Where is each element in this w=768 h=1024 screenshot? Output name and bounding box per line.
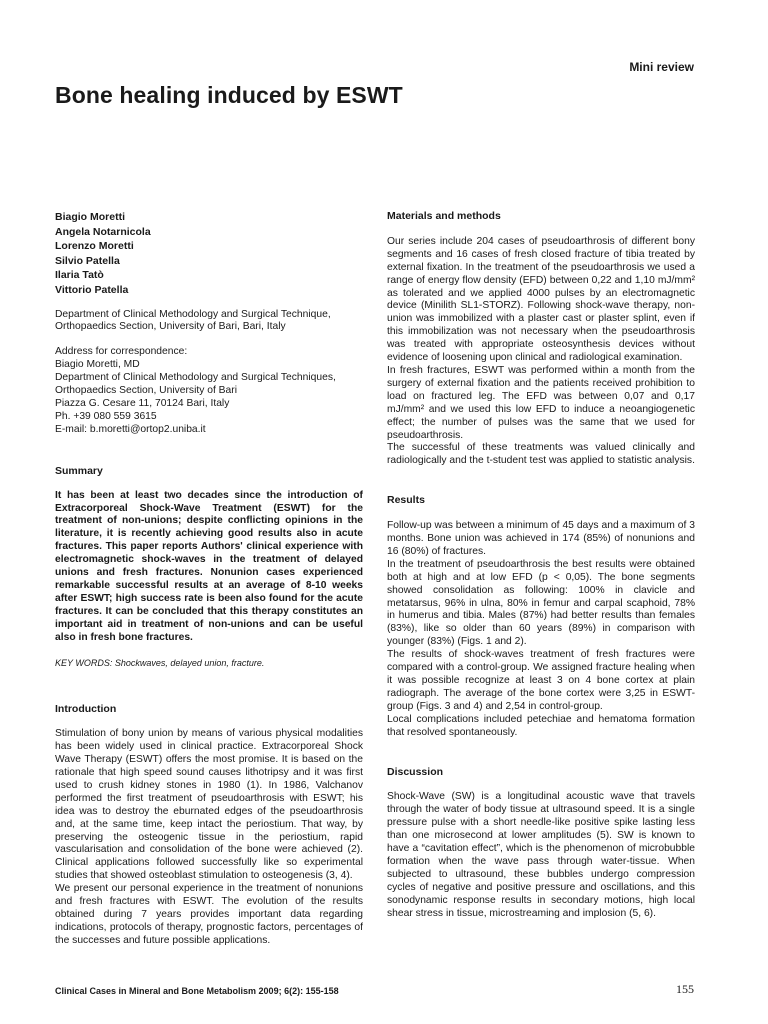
right-column <box>387 210 695 921</box>
journal-citation: Clinical Cases in Mineral and Bone Metabolism 2009; 6(2): 155-158 <box>55 986 339 996</box>
results-heading: Results <box>387 494 425 507</box>
discussion-heading: Discussion <box>387 765 444 778</box>
address-line: Orthopaedics Section, University of Bari <box>55 385 237 397</box>
author-name: Silvio Patella <box>55 254 120 267</box>
address-line: Biagio Moretti, MD <box>55 359 140 371</box>
introduction-heading: Introduction <box>55 703 117 716</box>
methods-paragraph: In fresh fractures, ESWT was performed within a month from the surgery of external fixation and the patients received prohibition to load on fractured leg. The EFD was between 0,07 and 0,17 mJ/mm² and we used this low EFD to induce a neoangiogenetic effect; the number of pulses was the same that we used for pseudoarthrosis. <box>387 364 695 441</box>
summary-heading: Summary <box>55 464 103 477</box>
author-name: Angela Notarnicola <box>55 225 151 238</box>
address-line: Piazza G. Cesare 11, 70124 Bari, Italy <box>55 398 230 409</box>
address-line: Ph. +39 080 559 3615 <box>55 410 157 422</box>
discussion-paragraph: Shock-Wave (SW) is a longitudinal acoustic wave that travels through the water of body tissue at ultrasound speed. It is a single pressure pulse with a short needle-like positive spike lasting less than one microsecond at lower amplitudes (5). SW is known to have a “cavitation effect”, which is the phenomenon of microbubble formation when the wave pass through water-tissue. When subjected to ultrasound, these bubbles undergo compression cycles of negative and positive pressure and oscillations, and this sonodynamic response results in secondary motions, high local shear stress in tissue, microstreaming and implosion (5, 6). <box>387 791 695 919</box>
author-name: Ilaria Tatò <box>55 269 104 282</box>
address-line: Department of Clinical Methodology and Surgical Techniques, <box>55 372 336 384</box>
address-line: Address for correspondence: <box>55 346 188 358</box>
author-list <box>55 210 363 298</box>
page-number: 155 <box>676 982 694 996</box>
email-line: E-mail: b.moretti@ortop2.uniba.it <box>55 423 206 435</box>
article-title: Bone healing induced by ESWT <box>55 82 403 108</box>
author-name: Vittorio Patella <box>55 283 129 296</box>
author-name: Biagio Moretti <box>55 211 125 223</box>
keywords: KEY WORDS: Shockwaves, delayed union, fracture. <box>55 657 265 668</box>
introduction-paragraph: We present our personal experience in the treatment of nonunions and fresh fractures with ESWT. The evolution of the results obtained during 7 years provides important data regarding indications, protocols of therapy, prognostic factors, percentages of the successes and future possible applications. <box>55 883 363 946</box>
correspondence-address <box>55 346 363 436</box>
left-column <box>55 210 363 948</box>
introduction-paragraph: Stimulation of bony union by means of various physical modalities has been widely used in clinical practice. Extracorporeal Shock Wave Therapy (ESWT) offers the most promise. It is based on the rationale that high speed sound causes lithotripsy and it was first used to crush kidney stones in 1980 (1). In 1986, Valchanov performed the first treatment of pseudoarthrosis with ESWT; his idea was to destroy the eburnated edges of the pseudoarthrosis and, at the same time, keep intact the periostium. That way, by preserving the osteogenic tissue in the periostium, rapid vascularisation and consolidation of the bone were achieved (2). Clinical applications followed successfully like so experimental studies that showed osteoblast stimulation to osteogenesis (3, 4). <box>55 728 363 882</box>
results-paragraph: In the treatment of pseudoarthrosis the best results were obtained both at high and at low EFD (p < 0,05). The bone segments showed consolidation as following: 100% in clavicle and metatarsus, 96% in ulna, 80% in femur and carpal scaphoid, 78% in humerus and tibia. Males (87%) had better results than females (83%), like so older than 60 years (89%) in comparison with younger (83%) (Figs. 1 and 2). <box>387 558 695 648</box>
results-paragraph: Follow-up was between a minimum of 45 days and a maximum of 3 months. Bone union was achieved in 174 (85%) of nonunions and 16 (80%) of fractures. <box>387 520 695 557</box>
methods-heading: Materials and methods <box>387 210 501 222</box>
section-label: Mini review <box>629 60 694 74</box>
results-paragraph: Local complications included petechiae and hematoma formation that resolved spontaneously. <box>387 713 695 738</box>
summary-text: It has been at least two decades since the introduction of Extracorporeal Shock-Wave Treatment (ESWT) for the treatment of non-unions; despite conflicting opinions in the literature, it is recently achieving good results also in acute fractures. This paper reports Authors' clinical experience with electromagnetic shock-waves in the treatment of delayed unions and fresh fractures. Nonunion cases experienced remarkable successful results at an average of 8-10 weeks after ESWT; high success rate is been also found for the acute fractures. It can be concluded that this therapy constitutes an important aid in treatment of non-unions and can be useful also in fresh bone fractures. <box>55 489 363 643</box>
methods-paragraph: Our series include 204 cases of pseudoarthrosis of different bony segments and 16 cases of fresh closed fracture of tibia treated by external fixation. In the treatment of the pseudoarthrosis we used a range of energy flow density (EFD) between 0,22 and 1,10 mJ/mm² as tolerated and we applied 4000 pulses by an electromagnetic device (Minilith SL1-STORZ). Following shock-wave therapy, non-union was immobilized with a plaster cast or plaster splint, even if this immobilization was not necessary when the pseudoarthrosis was treated with appropriate osteosynthesis devices without evidence of loosening upon clinical and radiological examination. <box>387 235 695 364</box>
methods-paragraph: The successful of these treatments was valued clinically and radiologically and the t-student test was applied to statistic analysis. <box>387 442 695 467</box>
author-name: Lorenzo Moretti <box>55 240 134 253</box>
affiliation: Department of Clinical Methodology and Surgical Technique, Orthopaedics Section, University of Bari, Bari, Italy <box>55 308 331 333</box>
results-paragraph: The results of shock-waves treatment of fresh fractures were compared with a control-group. We assigned fracture healing when it was possible recognize at least 3 on 4 bone cortex at plain radiograph. The average of the bone cortex were 3,25 in ESWT-group (Figs. 3 and 4) and 2,54 in control-group. <box>387 649 695 712</box>
